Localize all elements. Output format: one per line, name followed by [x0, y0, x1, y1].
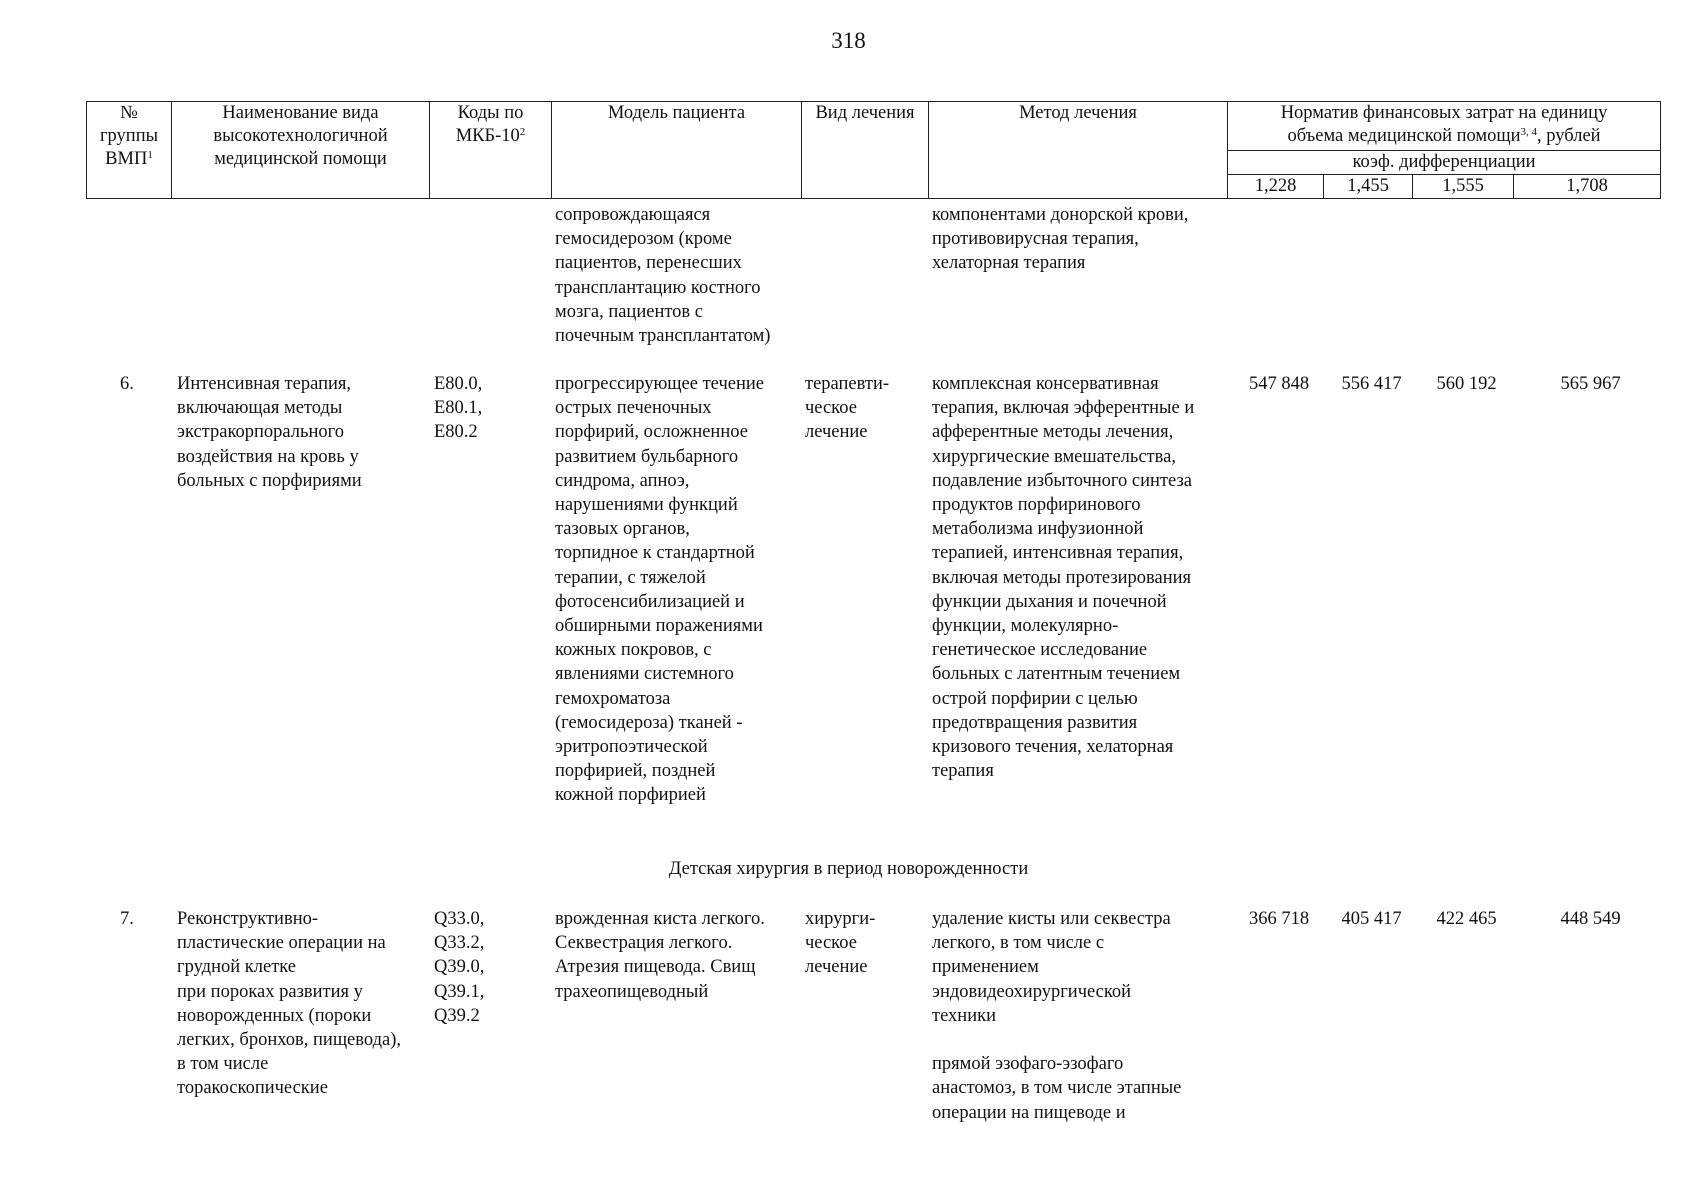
patient-model: врожденная киста легкого. Секвестрация легкого. Атрезия пищевода. Свищ трахеопищеводный	[555, 909, 765, 1002]
section-title: Детская хирургия в период новорожденности	[668, 859, 1029, 879]
care-type-name: Реконструктивно- пластические операции на грудной клетке при пороках развития у новорожденных (пороки легких, бронхов, пищевода), в том числе торакоскопические	[177, 909, 402, 1099]
row-number: 6.	[120, 374, 134, 394]
header-care-type-label: Наименование вида высокотехнологичной медицинской помощи	[213, 103, 388, 169]
header-coefficient-label: коэф. дифференциации	[1352, 152, 1536, 172]
footnote-mark: 3, 4	[1520, 126, 1537, 138]
header-financial-norm-unit: , рублей	[1537, 126, 1601, 146]
footnote-mark: 1	[147, 149, 153, 161]
table-header	[86, 101, 1661, 199]
header-financial-norm	[1228, 102, 1661, 151]
coefficient-value: 1,555	[1413, 175, 1514, 199]
icd-codes: E80.0, E80.1, E80.2	[434, 374, 483, 443]
treatment-type: хирурги- ческое лечение	[805, 909, 876, 978]
cost-value: 448 549	[1560, 909, 1621, 929]
header-patient-model	[552, 102, 802, 199]
row-number: 7.	[120, 909, 134, 929]
treatment-type: терапевти- ческое лечение	[805, 374, 890, 443]
treatment-method: комплексная консервативная терапия, включая эфферентные и афферентные методы лечения, хирургические вмешательства, подавление избыточного синтеза продуктов порфиринового метаболизма инфузионной терапией, интенсивная терапия, включая методы протезирования функции дыхания и почечной функции, молекулярно- генетическое исследование больных с латентным течением острой порфирии с целью предотвращения развития кризового течения, хелаторная терапия	[932, 374, 1195, 782]
cost-value: 547 848	[1248, 374, 1310, 394]
cost-value: 556 417	[1341, 374, 1402, 394]
header-coefficient	[1228, 151, 1661, 175]
header-group-number-label: № группы ВМП	[99, 103, 159, 169]
cost-value: 405 417	[1341, 909, 1402, 929]
continuation-treatment-method: компонентами донорской крови, противовирусная терапия, хелаторная терапия	[932, 205, 1189, 274]
header-patient-model-label: Модель пациента	[607, 103, 746, 123]
header-treatment-method	[929, 102, 1228, 199]
care-type-name: Интенсивная терапия, включающая методы экстракорпорального воздействия на кровь у больных с порфириями	[177, 374, 362, 491]
continuation-patient-model: сопровождающаяся гемосидерозом (кроме пациентов, перенесших трансплантацию костного мозга, пациентов с почечным трансплантатом)	[555, 205, 771, 347]
patient-model: прогрессирующее течение острых печеночных порфирий, осложненное развитием бульбарного синдрома, апноэ, нарушениями функций тазовых органов, торпидное к стандартной терапии, с тяжелой фотосенсибилизацией и обширными поражениями кожных покровов, с явлениями системного гемохроматоза (гемосидероза) тканей - эритропоэтической порфирией, поздней кожной порфирией	[555, 374, 764, 806]
coefficient-value: 1,228	[1228, 175, 1324, 199]
header-financial-norm-label: Норматив финансовых затрат на единицу объема медицинской помощи	[1280, 103, 1608, 146]
header-icd-codes	[430, 102, 552, 199]
header-icd-codes-label: Коды по МКБ-10	[455, 103, 524, 146]
coefficient-value: 1,455	[1324, 175, 1413, 199]
cost-value: 560 192	[1436, 374, 1497, 394]
cost-value: 422 465	[1436, 909, 1497, 929]
header-group-number	[87, 102, 172, 199]
header-treatment-type-label: Вид лечения	[815, 103, 915, 123]
footnote-mark: 2	[519, 126, 526, 138]
coefficient-value: 1,708	[1514, 175, 1661, 199]
treatment-method: удаление кисты или секвестра легкого, в том числе с применением эндовидеохирургической техники прямой эзофаго-эзофаго анастомоз, в том числе этапные операции на пищеводе и	[932, 909, 1182, 1123]
header-treatment-type	[802, 102, 929, 199]
icd-codes: Q33.0, Q33.2, Q39.0, Q39.1, Q39.2	[434, 909, 485, 1026]
header-treatment-method-label: Метод лечения	[1019, 103, 1137, 123]
cost-value: 366 718	[1248, 909, 1310, 929]
cost-value: 565 967	[1560, 374, 1621, 394]
page-number: 318	[831, 28, 866, 53]
header-care-type	[172, 102, 430, 199]
